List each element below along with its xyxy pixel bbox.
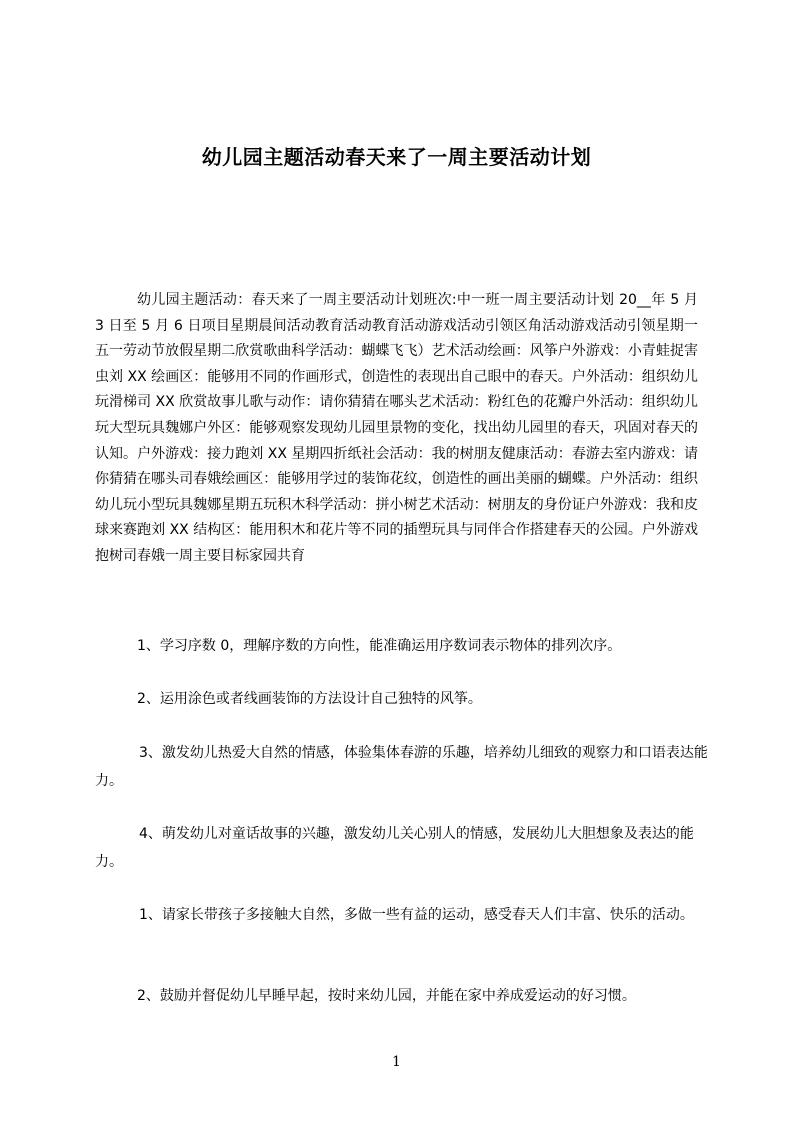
family-item-2: 2、鼓励并督促幼儿早睡早起，按时来幼儿园，并能在家中养成爱运动的好习惯。	[137, 988, 636, 1004]
goal-item-4: 4、萌发幼儿对童话故事的兴趣，激发幼儿关心别人的情感，发展幼儿大胆想象及表达的能力。	[95, 826, 694, 870]
goal-item-1: 1、学习序数 0，理解序数的方向性，能准确运用序数词表示物体的排列次序。	[137, 638, 622, 654]
page-number: 1	[392, 1054, 401, 1070]
goal-item-2: 2、运用涂色或者线画装饰的方法设计自己独特的风筝。	[137, 691, 482, 707]
family-item-1: 1、请家长带孩子多接触大自然，多做一些有益的运动，感受春天人们丰富、快乐的活动。	[139, 907, 694, 923]
document-title: 幼儿园主题活动春天来了一周主要活动计划	[201, 145, 592, 169]
goal-item-3: 3、激发幼儿热爱大自然的情感，体验集体春游的乐趣，培养幼儿细致的观察力和口语表达能力。	[95, 745, 708, 789]
body-paragraph: 幼儿园主题活动：春天来了一周主要活动计划班次:中一班一周主要活动计划 20__年 5 月 3 日至 5 月 6 日项目星期晨间活动教育活动教育活动游戏活动引领区角活动游戏活动引领星期一五一劳动节放假星期二欣赏歌曲科学活动：蝴蝶飞飞）艺术活动绘画：风筝户外游戏：小青蛙捉害虫刘 XX 绘画区：能够用不同的作画形式，创造性的表现出自己眼中的春天。户外活动：组织幼儿玩滑梯司 XX 欣赏故事儿歌与动作：请你猜猜在哪头艺术活动：粉红色的花瓣户外活动：组织幼儿玩大型玩具魏娜户外区：能够观察发现幼儿园里景物的变化，找出幼儿园里的春天，巩固对春天的认知。户外游戏：接力跑刘 XX 星期四折纸社会活动：我的树朋友健康活动：春游去室内游戏：请你猜猜在哪头司春娥绘画区：能够用学过的装饰花纹，创造性的画出美丽的蝴蝶。户外活动：组织幼儿玩小型玩具魏娜星期五玩积木科学活动：拼小树艺术活动：树朋友的身份证户外游戏：我和皮球来赛跑刘 XX 结构区：能用积木和花片等不同的插塑玩具与同伴合作搭建春天的公园。户外游戏抱树司春娥一周主要目标家园共育	[95, 292, 698, 564]
